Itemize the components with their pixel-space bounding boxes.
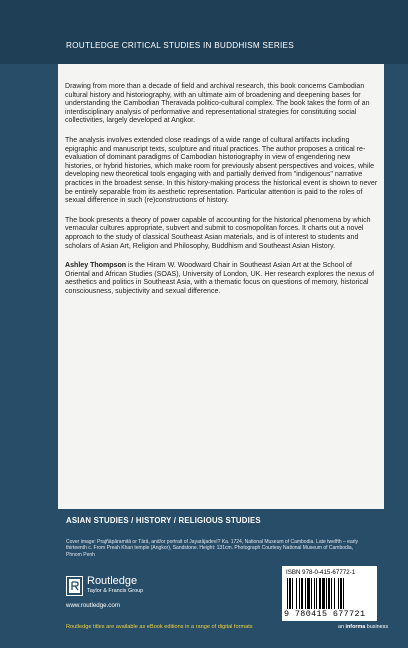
publisher-name: Routledge <box>87 575 138 587</box>
publisher-group: Taylor & Francis Group <box>87 588 144 594</box>
barcode-digits: 9 780415 677721 <box>284 609 366 619</box>
author-name: Ashley Thompson <box>65 262 127 270</box>
blurb-text <box>65 83 378 307</box>
informa-suffix: business <box>365 624 389 630</box>
informa-prefix: an <box>338 624 346 630</box>
blurb-paragraph: The analysis involves extended close readings of a wide range of cultural artifacts including epigraphic and manuscript texts, sculpture and ritual practices. The author proposes a critical re-evaluation of dominant paradigms of Cambodian historiography in view of engendering new histories, or hybrid histories, which make room for previously absent perspectives and voices, while developing new theoretical tools engaging with and partially derived from "indigenous" narrative practices in the broadest sense. In this history-making process the historical event is shown to never be entirely separable from its aesthetic representation. Particular attention is paid to the roles of sexual difference in such (re)constructions of history. <box>65 136 378 205</box>
ebook-note: Routledge titles are available as eBook editions in a range of digital formats <box>66 624 253 630</box>
series-band <box>0 0 408 64</box>
author-bio <box>65 262 378 296</box>
cover-image-credit: Cover image: Prajñāpāramitā or Tārā, and/or portrait of Jayarājadevī? Ka. 1724, National Museum of Cambodia. Late twelfth – early thirteenth c. From Preah Khan temple (Angkor), Sandstone. Height: 131cm. Photograph Courtesy National Museum of Cambodia, Phnom Penh <box>66 539 359 558</box>
blurb-paragraph: The book presents a theory of power capable of accounting for the historical phenomena by which vernacular cultures appropriate, subvert and submit to cosmopolitan forces. It charts out a novel approach to the study of classical Southeast Asian materials, and is of interest to students and scholars of Asian Art, Religion and Philosophy, Buddhism and Southeast Asian History. <box>65 216 371 250</box>
isbn-barcode-box <box>282 566 377 621</box>
informa-brand: informa <box>345 624 366 630</box>
informa-business-tag <box>338 624 388 630</box>
series-title: ROUTLEDGE CRITICAL STUDIES IN BUDDHISM SERIES <box>66 41 294 50</box>
subject-categories: ASIAN STUDIES / HISTORY / RELIGIOUS STUDIES <box>66 516 261 525</box>
barcode-icon <box>286 578 372 612</box>
routledge-mark-icon <box>66 576 83 596</box>
author-bio-text: is the Hiram W. Woodward Chair in Southeast Asian Art at the School of Oriental and African Studies (SOAS), University of London, UK. Her research explores the nexus of aesthetics and politics in Southeast Asia, with a thematic focus on questions of memory, historical consciousness, subjectivity and sexual difference. <box>65 262 375 295</box>
blurb-paragraph: Drawing from more than a decade of field and archival research, this book concerns Cambodian cultural history and historiography, with an ultimate aim of broadening and deepening bases for understanding the Cambodian Theravada politico-cultural complex. The book takes the form of an interdisciplinary analysis of performative and representational strategies for constituting social collectivities, largely developed at Angkor. <box>65 83 370 125</box>
publisher-url: www.routledge.com <box>66 602 120 609</box>
publisher-logo <box>66 575 156 601</box>
isbn-label: ISBN 978-0-415-67772-1 <box>286 569 356 576</box>
